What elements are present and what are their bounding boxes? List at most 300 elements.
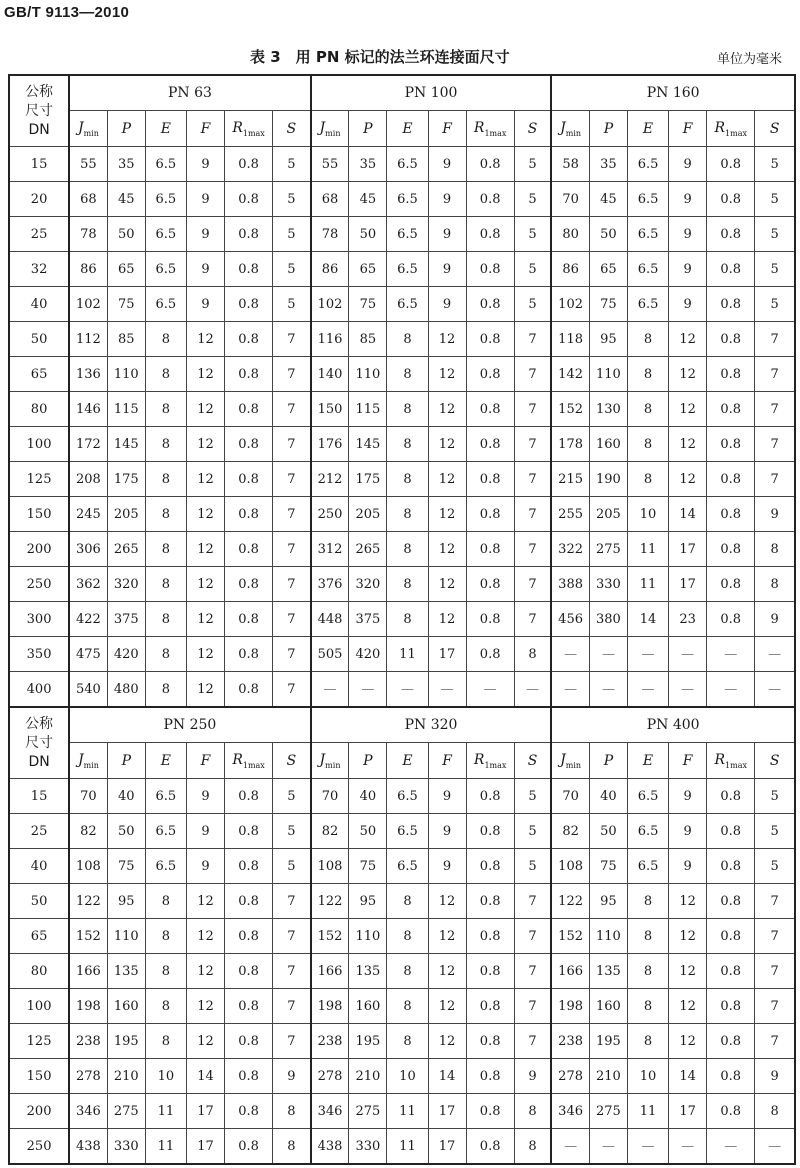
value-cell: 0.8: [707, 1024, 755, 1059]
value-cell: 65: [107, 252, 145, 287]
value-cell: 11: [627, 1094, 668, 1129]
value-cell: 7: [514, 884, 551, 919]
value-cell: 11: [387, 637, 428, 672]
pn-group-header: PN 320: [311, 707, 552, 743]
value-cell: 9: [428, 147, 466, 182]
value-cell: —: [589, 672, 627, 708]
value-cell: 362: [69, 567, 107, 602]
value-cell: 8: [387, 497, 428, 532]
value-cell: —: [707, 1129, 755, 1165]
column-symbol: P: [363, 752, 373, 769]
column-symbol: R: [232, 751, 243, 768]
value-cell: 0.8: [466, 1094, 514, 1129]
dn-cell: 125: [9, 462, 69, 497]
value-cell: 8: [145, 919, 186, 954]
value-cell: 9: [186, 287, 224, 322]
value-cell: 8: [387, 884, 428, 919]
value-cell: 8: [387, 989, 428, 1024]
value-cell: 0.8: [707, 1094, 755, 1129]
value-cell: 7: [273, 427, 311, 462]
value-cell: 8: [627, 989, 668, 1024]
value-cell: 330: [107, 1129, 145, 1165]
column-subscript: 1max: [725, 760, 747, 770]
value-cell: 215: [551, 462, 589, 497]
value-cell: 5: [273, 182, 311, 217]
column-header: [349, 111, 387, 147]
value-cell: 50: [349, 217, 387, 252]
column-header: [755, 111, 795, 147]
column-subscript: 1max: [242, 760, 265, 770]
column-symbol: R: [714, 751, 726, 768]
value-cell: 40: [349, 779, 387, 814]
value-cell: 6.5: [145, 779, 186, 814]
value-cell: 135: [107, 954, 145, 989]
dn-cell: 200: [9, 532, 69, 567]
dn-cell: 50: [9, 322, 69, 357]
value-cell: 8: [145, 392, 186, 427]
value-cell: 7: [755, 462, 795, 497]
value-cell: 330: [349, 1129, 387, 1165]
value-cell: 12: [669, 989, 707, 1024]
value-cell: —: [589, 637, 627, 672]
value-cell: 0.8: [466, 1024, 514, 1059]
value-cell: 6.5: [387, 814, 428, 849]
value-cell: 12: [186, 497, 224, 532]
value-cell: 130: [589, 392, 627, 427]
value-cell: 150: [311, 392, 349, 427]
value-cell: 8: [387, 357, 428, 392]
value-cell: 5: [514, 779, 551, 814]
value-cell: —: [755, 672, 795, 708]
table-row: [9, 1024, 795, 1059]
column-symbol: E: [160, 120, 171, 137]
value-cell: 0.8: [707, 919, 755, 954]
value-cell: 7: [755, 357, 795, 392]
value-cell: 8: [145, 532, 186, 567]
table-section: [9, 707, 795, 1164]
dn-cell: 20: [9, 182, 69, 217]
value-cell: 0.8: [225, 252, 273, 287]
value-cell: 0.8: [466, 637, 514, 672]
value-cell: 0.8: [225, 427, 273, 462]
value-cell: 86: [69, 252, 107, 287]
column-symbol: E: [402, 752, 413, 769]
column-symbol: F: [200, 120, 211, 137]
value-cell: 5: [273, 779, 311, 814]
value-cell: 0.8: [225, 672, 273, 708]
value-cell: 0.8: [225, 392, 273, 427]
column-symbol: E: [642, 120, 654, 137]
table-row: [9, 182, 795, 217]
value-cell: 422: [69, 602, 107, 637]
value-cell: 9: [428, 814, 466, 849]
value-cell: 0.8: [707, 497, 755, 532]
value-cell: 6.5: [145, 814, 186, 849]
pn-group-header: PN 63: [69, 75, 311, 111]
value-cell: 6.5: [627, 849, 668, 884]
value-cell: 0.8: [466, 884, 514, 919]
value-cell: 5: [755, 779, 795, 814]
column-subscript: 1max: [725, 128, 747, 138]
table-row: [9, 287, 795, 322]
value-cell: 6.5: [387, 217, 428, 252]
value-cell: 278: [551, 1059, 589, 1094]
table-row: [9, 989, 795, 1024]
value-cell: 12: [428, 427, 466, 462]
dn-header-line: 尺寸: [25, 102, 54, 119]
value-cell: 160: [589, 989, 627, 1024]
value-cell: 14: [428, 1059, 466, 1094]
value-cell: 7: [273, 637, 311, 672]
value-cell: 255: [551, 497, 589, 532]
flange-dimension-table: [8, 74, 796, 1165]
value-cell: 152: [69, 919, 107, 954]
value-cell: 35: [107, 147, 145, 182]
value-cell: 12: [428, 602, 466, 637]
value-cell: 210: [107, 1059, 145, 1094]
value-cell: 238: [69, 1024, 107, 1059]
value-cell: 12: [186, 357, 224, 392]
table-row: [9, 532, 795, 567]
column-symbol: R: [473, 751, 485, 768]
value-cell: 108: [69, 849, 107, 884]
value-cell: 40: [107, 779, 145, 814]
column-header: [755, 743, 795, 779]
value-cell: 116: [311, 322, 349, 357]
value-cell: —: [755, 637, 795, 672]
dn-cell: 25: [9, 814, 69, 849]
column-header: [551, 111, 589, 147]
column-symbol: S: [769, 752, 780, 769]
value-cell: 0.8: [707, 814, 755, 849]
table-row: [9, 567, 795, 602]
value-cell: 12: [669, 392, 707, 427]
value-cell: 17: [186, 1094, 224, 1129]
column-symbol: R: [232, 119, 243, 136]
value-cell: 11: [627, 532, 668, 567]
value-cell: 7: [273, 919, 311, 954]
table-row: [9, 357, 795, 392]
value-cell: 110: [107, 919, 145, 954]
value-cell: 0.8: [466, 147, 514, 182]
value-cell: 45: [349, 182, 387, 217]
value-cell: 9: [273, 1059, 311, 1094]
column-header: [514, 111, 551, 147]
value-cell: 0.8: [225, 779, 273, 814]
value-cell: 7: [273, 532, 311, 567]
column-header: [311, 111, 349, 147]
value-cell: 7: [273, 392, 311, 427]
value-cell: 10: [387, 1059, 428, 1094]
value-cell: 8: [627, 954, 668, 989]
value-cell: 0.8: [466, 462, 514, 497]
value-cell: 12: [428, 1024, 466, 1059]
value-cell: 12: [186, 1024, 224, 1059]
value-cell: 9: [669, 287, 707, 322]
value-cell: 376: [311, 567, 349, 602]
pn-group-header: PN 100: [311, 75, 552, 111]
value-cell: 12: [428, 954, 466, 989]
dn-header-line: DN: [28, 753, 50, 770]
value-cell: 75: [349, 287, 387, 322]
value-cell: 0.8: [225, 602, 273, 637]
value-cell: 0.8: [466, 322, 514, 357]
value-cell: 8: [273, 1094, 311, 1129]
column-symbol: F: [442, 120, 452, 137]
value-cell: 0.8: [707, 182, 755, 217]
value-cell: 0.8: [707, 532, 755, 567]
value-cell: 8: [145, 989, 186, 1024]
value-cell: 330: [589, 567, 627, 602]
value-cell: 135: [589, 954, 627, 989]
value-cell: 8: [755, 567, 795, 602]
value-cell: 0.8: [466, 252, 514, 287]
pn-group-header: PN 400: [551, 707, 795, 743]
value-cell: 8: [145, 497, 186, 532]
value-cell: 475: [69, 637, 107, 672]
value-cell: 0.8: [707, 779, 755, 814]
value-cell: 7: [514, 954, 551, 989]
value-cell: 7: [514, 1024, 551, 1059]
value-cell: 208: [69, 462, 107, 497]
value-cell: 86: [311, 252, 349, 287]
column-header: [589, 111, 627, 147]
value-cell: 12: [186, 462, 224, 497]
value-cell: 8: [755, 1094, 795, 1129]
value-cell: 6.5: [627, 217, 668, 252]
column-symbol: E: [160, 752, 171, 769]
value-cell: 8: [627, 322, 668, 357]
value-cell: 5: [273, 147, 311, 182]
value-cell: 0.8: [707, 427, 755, 462]
column-header: [145, 111, 186, 147]
value-cell: 5: [514, 182, 551, 217]
value-cell: 102: [69, 287, 107, 322]
column-symbol: P: [603, 752, 614, 769]
value-cell: 0.8: [466, 427, 514, 462]
value-cell: 17: [428, 1094, 466, 1129]
value-cell: 7: [273, 497, 311, 532]
value-cell: 0.8: [225, 1024, 273, 1059]
dn-cell: 25: [9, 217, 69, 252]
dn-header-line: DN: [28, 121, 50, 138]
value-cell: 8: [145, 1024, 186, 1059]
value-cell: 6.5: [387, 287, 428, 322]
value-cell: 6.5: [627, 814, 668, 849]
value-cell: 0.8: [225, 462, 273, 497]
value-cell: 70: [69, 779, 107, 814]
value-cell: 8: [627, 884, 668, 919]
value-cell: 456: [551, 602, 589, 637]
value-cell: 0.8: [707, 989, 755, 1024]
dn-cell: 100: [9, 427, 69, 462]
value-cell: 45: [107, 182, 145, 217]
column-symbol: F: [682, 752, 693, 769]
value-cell: 198: [311, 989, 349, 1024]
value-cell: 9: [428, 217, 466, 252]
value-cell: 17: [669, 567, 707, 602]
value-cell: 0.8: [466, 567, 514, 602]
value-cell: 8: [627, 357, 668, 392]
standard-code: GB/T 9113—2010: [4, 4, 130, 21]
column-symbol: S: [286, 120, 297, 137]
value-cell: 12: [428, 989, 466, 1024]
value-cell: 205: [107, 497, 145, 532]
value-cell: 306: [69, 532, 107, 567]
value-cell: 75: [589, 287, 627, 322]
value-cell: 346: [551, 1094, 589, 1129]
value-cell: 5: [755, 287, 795, 322]
value-cell: 346: [69, 1094, 107, 1129]
value-cell: 75: [349, 849, 387, 884]
value-cell: 322: [551, 532, 589, 567]
value-cell: 7: [514, 322, 551, 357]
pn-group-header: PN 160: [551, 75, 795, 111]
value-cell: 8: [387, 322, 428, 357]
value-cell: 312: [311, 532, 349, 567]
table-row: [9, 849, 795, 884]
column-header: [186, 743, 224, 779]
value-cell: 0.8: [466, 392, 514, 427]
column-header: [225, 111, 273, 147]
column-symbol: F: [442, 752, 452, 769]
value-cell: 275: [589, 1094, 627, 1129]
dn-cell: 250: [9, 1129, 69, 1165]
value-cell: 0.8: [466, 954, 514, 989]
value-cell: 9: [514, 1059, 551, 1094]
column-header: [387, 743, 428, 779]
column-symbol: S: [769, 120, 780, 137]
value-cell: 210: [589, 1059, 627, 1094]
value-cell: 6.5: [145, 849, 186, 884]
column-header: [273, 743, 311, 779]
column-symbol: S: [286, 752, 297, 769]
value-cell: —: [627, 1129, 668, 1165]
table-section: [9, 75, 795, 707]
value-cell: 9: [186, 182, 224, 217]
value-cell: 82: [311, 814, 349, 849]
value-cell: 210: [349, 1059, 387, 1094]
column-symbol: P: [121, 120, 131, 137]
value-cell: 122: [551, 884, 589, 919]
value-cell: 6.5: [627, 287, 668, 322]
table-row: [9, 637, 795, 672]
value-cell: 8: [387, 602, 428, 637]
value-cell: 175: [349, 462, 387, 497]
column-header: [225, 743, 273, 779]
value-cell: 108: [551, 849, 589, 884]
column-symbol: J: [319, 119, 326, 136]
value-cell: 7: [514, 602, 551, 637]
value-cell: 8: [387, 1024, 428, 1059]
value-cell: 540: [69, 672, 107, 708]
value-cell: 166: [311, 954, 349, 989]
value-cell: 12: [186, 884, 224, 919]
value-cell: 9: [428, 252, 466, 287]
value-cell: 110: [589, 357, 627, 392]
value-cell: 7: [273, 884, 311, 919]
value-cell: 6.5: [145, 252, 186, 287]
value-cell: 6.5: [387, 849, 428, 884]
value-cell: 7: [273, 602, 311, 637]
value-cell: 0.8: [225, 1129, 273, 1165]
value-cell: 9: [669, 217, 707, 252]
value-cell: 0.8: [466, 602, 514, 637]
dn-cell: 100: [9, 989, 69, 1024]
column-subscript: min: [565, 760, 582, 770]
value-cell: 7: [755, 427, 795, 462]
value-cell: 238: [311, 1024, 349, 1059]
value-cell: 35: [589, 147, 627, 182]
value-cell: 6.5: [145, 217, 186, 252]
value-cell: 102: [311, 287, 349, 322]
table-row: [9, 814, 795, 849]
value-cell: 12: [186, 672, 224, 708]
value-cell: 9: [428, 849, 466, 884]
value-cell: 8: [387, 954, 428, 989]
column-symbol: P: [603, 120, 614, 137]
value-cell: 5: [755, 147, 795, 182]
value-cell: 0.8: [225, 1094, 273, 1129]
value-cell: 275: [349, 1094, 387, 1129]
table-row: [9, 954, 795, 989]
value-cell: 175: [107, 462, 145, 497]
value-cell: 145: [107, 427, 145, 462]
value-cell: 8: [145, 672, 186, 708]
group-header-row: [9, 75, 795, 111]
value-cell: 250: [311, 497, 349, 532]
value-cell: 9: [186, 147, 224, 182]
column-header: [107, 743, 145, 779]
column-header: [349, 743, 387, 779]
value-cell: 375: [349, 602, 387, 637]
table-row: [9, 462, 795, 497]
column-header: [707, 743, 755, 779]
value-cell: 17: [428, 637, 466, 672]
value-cell: 176: [311, 427, 349, 462]
value-cell: —: [589, 1129, 627, 1165]
value-cell: 7: [273, 1024, 311, 1059]
value-cell: 12: [186, 602, 224, 637]
value-cell: 136: [69, 357, 107, 392]
value-cell: 5: [514, 849, 551, 884]
value-cell: 9: [755, 1059, 795, 1094]
value-cell: 0.8: [466, 497, 514, 532]
value-cell: —: [551, 1129, 589, 1165]
value-cell: 110: [349, 357, 387, 392]
column-symbol: J: [77, 119, 84, 136]
value-cell: 6.5: [387, 252, 428, 287]
column-header: [627, 743, 668, 779]
value-cell: 50: [589, 814, 627, 849]
value-cell: 0.8: [707, 357, 755, 392]
value-cell: 85: [349, 322, 387, 357]
value-cell: —: [707, 672, 755, 708]
value-cell: —: [755, 1129, 795, 1165]
value-cell: 0.8: [466, 1129, 514, 1165]
value-cell: —: [707, 637, 755, 672]
value-cell: 7: [514, 392, 551, 427]
value-cell: 9: [755, 497, 795, 532]
value-cell: 8: [627, 392, 668, 427]
value-cell: 12: [669, 919, 707, 954]
value-cell: 12: [669, 884, 707, 919]
value-cell: 9: [186, 252, 224, 287]
dn-cell: 40: [9, 849, 69, 884]
value-cell: 0.8: [466, 182, 514, 217]
column-symbol: R: [473, 119, 485, 136]
value-cell: 55: [311, 147, 349, 182]
